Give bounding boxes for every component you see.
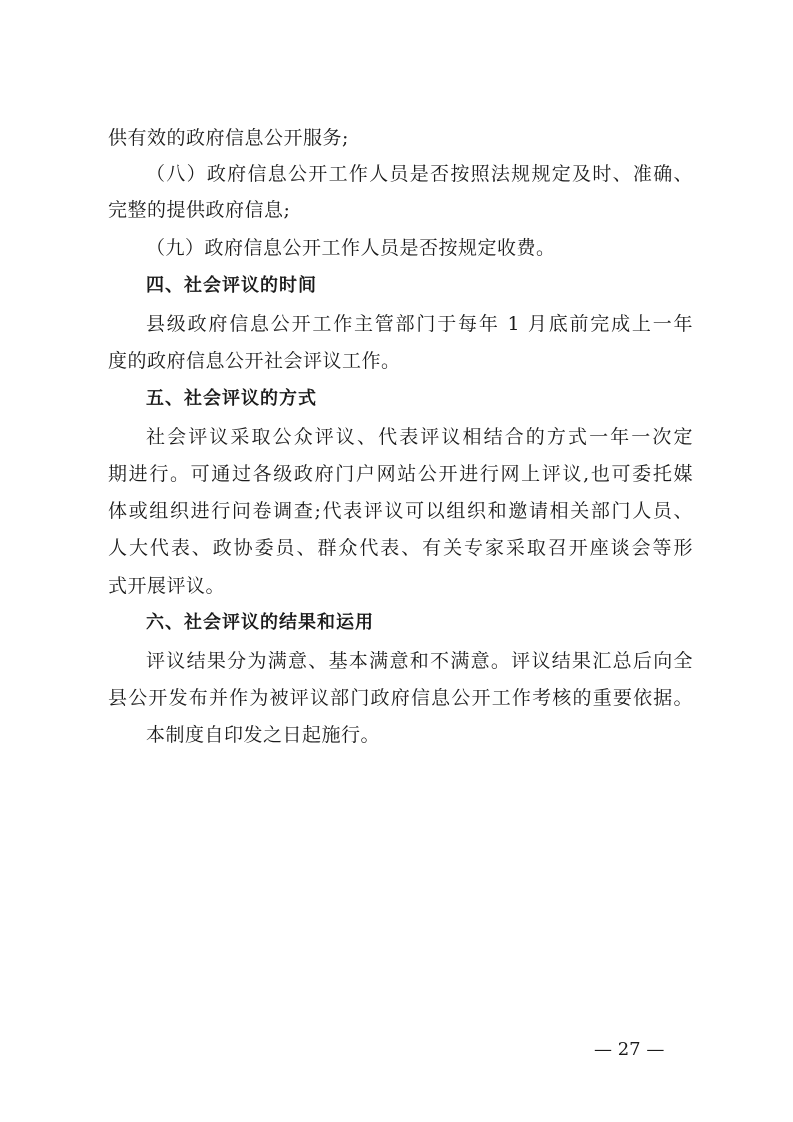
page-number: — 27 — [594,1039,665,1060]
paragraph-line: 期进行。可通过各级政府门户网站公开进行网上评议,也可委托媒 [108,463,693,485]
paragraph-line: 县级政府信息公开工作主管部门于每年 1 月底前完成上一年 [146,313,693,335]
section-heading-method: 五、社会评议的方式 [146,388,317,409]
paragraph-line: 体或组织进行问卷调查;代表评议可以组织和邀请相关部门人员、 [108,500,693,522]
paragraph-line: 评议结果分为满意、基本满意和不满意。评议结果汇总后向全 [146,650,693,672]
list-item-nine: （九）政府信息公开工作人员是否按规定收费。 [146,237,556,259]
section-heading-time: 四、社会评议的时间 [146,275,317,296]
paragraph-line: 人大代表、政协委员、群众代表、有关专家采取召开座谈会等形 [108,537,693,559]
paragraph-line: 度的政府信息公开社会评议工作。 [108,350,401,372]
list-item-eight: （八）政府信息公开工作人员是否按照法规规定及时、准确、 [146,163,693,185]
closing-statement: 本制度自印发之日起施行。 [146,724,381,746]
section-heading-results: 六、社会评议的结果和运用 [146,612,374,633]
paragraph-line: 供有效的政府信息公开服务; [108,127,349,149]
paragraph-line: 式开展评议。 [108,575,226,597]
paragraph-line: 完整的提供政府信息; [108,199,291,221]
paragraph-line: 县公开发布并作为被评议部门政府信息公开工作考核的重要依据。 [108,687,693,709]
paragraph-line: 社会评议采取公众评议、代表评议相结合的方式一年一次定 [146,426,693,448]
